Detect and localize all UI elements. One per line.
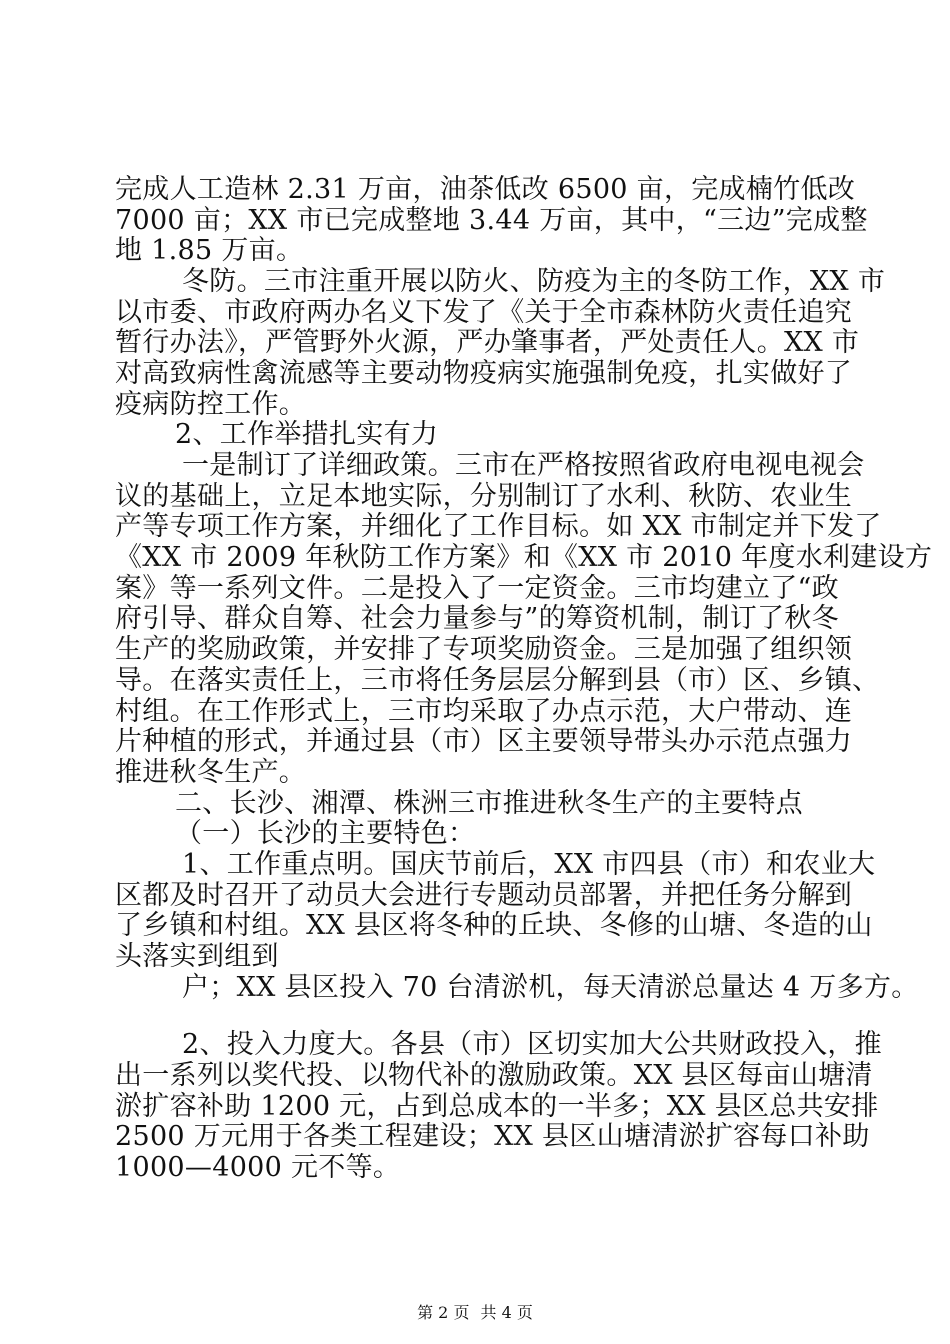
body-line: 完成人工造林 2.31 万亩，油茶低改 6500 亩，完成楠竹低改 — [115, 174, 856, 205]
body-line: 暂行办法》，严管野外火源，严办肇事者，严处责任人。XX 市 — [115, 327, 860, 358]
body-line: 区都及时召开了动员大会进行专题动员部署，并把任务分解到 — [115, 880, 853, 911]
body-line: 推进秋冬生产。 — [115, 757, 307, 788]
body-line: 以市委、市政府两办名义下发了《关于全市森林防火责任追究 — [115, 297, 853, 328]
page-footer — [0, 1303, 950, 1323]
body-line: 淤扩容补助 1200 元，占到总成本的一半多；XX 县区总共安排 — [115, 1091, 879, 1122]
body-line: 生产的奖励政策，并安排了专项奖励资金。三是加强了组织领 — [115, 634, 853, 665]
body-line: 村组。在工作形式上，三市均采取了办点示范，大户带动、连 — [115, 696, 853, 727]
body-line: 1、工作重点明。国庆节前后，XX 市四县（市）和农业大 — [182, 849, 876, 880]
body-line: 2500 万元用于各类工程建设；XX 县区山塘清淤扩容每口补助 — [115, 1121, 870, 1152]
body-line: 片种植的形式，并通过县（市）区主要领导带头办示范点强力 — [115, 726, 853, 757]
subsection-heading: （一）长沙的主要特色： — [175, 818, 476, 849]
body-line: 疫病防控工作。 — [115, 389, 307, 420]
body-line: 2、投入力度大。各县（市）区切实加大公共财政投入，推 — [182, 1029, 882, 1060]
body-line: 冬防。三市注重开展以防火、防疫为主的冬防工作，XX 市 — [182, 266, 886, 297]
body-line: 案》等一系列文件。二是投入了一定资金。三市均建立了“政 — [115, 573, 839, 604]
body-line: 《XX 市 2009 年秋防工作方案》和《XX 市 2010 年度水利建设方 — [115, 542, 933, 573]
body-line: 产等专项工作方案，并细化了工作目标。如 XX 市制定并下发了 — [115, 511, 882, 542]
page-number: 第 2 页 — [417, 1303, 470, 1322]
body-line: 导。在落实责任上，三市将任务层层分解到县（市）区、乡镇、 — [115, 665, 880, 696]
body-line: 一是制订了详细政策。三市在严格按照省政府电视电视会 — [182, 450, 865, 481]
body-line: 府引导、群众自筹、社会力量参与”的筹资机制，制订了秋冬 — [115, 603, 839, 634]
body-line: 户；XX 县区投入 70 台清淤机，每天清淤总量达 4 万多方。 — [182, 972, 919, 1003]
body-line: 对高致病性禽流感等主要动物疫病实施强制免疫，扎实做好了 — [115, 358, 853, 389]
body-line: 出一系列以奖代投、以物代补的激励政策。XX 县区每亩山塘清 — [115, 1060, 873, 1091]
section-heading: 2、工作举措扎实有力 — [175, 419, 439, 450]
body-line: 地 1.85 万亩。 — [115, 235, 304, 266]
body-line: 头落实到组到 — [115, 941, 279, 972]
body-line: 议的基础上，立足本地实际，分别制订了水利、秋防、农业生 — [115, 481, 853, 512]
body-line: 了乡镇和村组。XX 县区将冬种的丘块、冬修的山塘、冬造的山 — [115, 910, 873, 941]
page-total: 共 4 页 — [480, 1303, 533, 1322]
body-line: 7000 亩；XX 市已完成整地 3.44 万亩，其中，“三边”完成整 — [115, 205, 868, 236]
body-line: 1000—4000 元不等。 — [115, 1152, 401, 1183]
section-heading: 二、长沙、湘潭、株洲三市推进秋冬生产的主要特点 — [175, 788, 803, 819]
